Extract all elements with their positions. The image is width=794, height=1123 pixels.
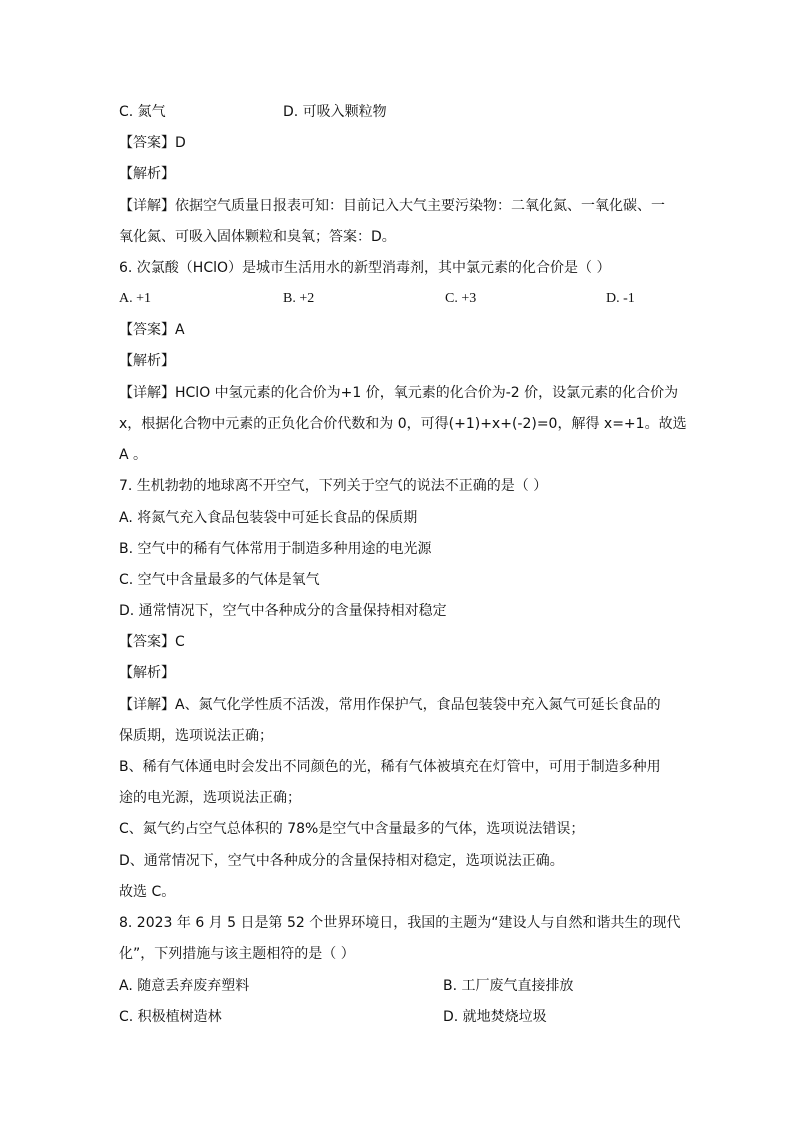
q7-detail-line-4: 途的电光源，选项说法正确； — [119, 790, 301, 806]
q8-stem-line-1: 8. 2023 年 6 月 5 日是第 52 个世界环境日，我国的主题为“建设人与自然和谐共生的现代 — [119, 915, 681, 931]
q7-analysis-label: 【解析】 — [119, 665, 175, 681]
q6-stem: 6. 次氯酸（HClO）是城市生活用水的新型消毒剂，其中氯元素的化合价是（ ） — [119, 260, 611, 276]
q8-stem-line-2: 化”，下列措施与该主题相符的是（ ） — [119, 946, 355, 962]
q8-option-d: D. 就地焚烧垃圾 — [443, 1009, 547, 1025]
q6-option-b: B. +2 — [283, 291, 315, 306]
q7-option-b: B. 空气中的稀有气体常用于制造多种用途的电光源 — [119, 541, 432, 557]
q7-option-d: D. 通常情况下，空气中各种成分的含量保持相对稳定 — [119, 603, 447, 619]
q6-option-c: C. +3 — [445, 291, 477, 306]
q8-option-c: C. 积极植树造林 — [119, 1009, 222, 1025]
q5-detail-line-1: 【详解】依据空气质量日报表可知：目前记入大气主要污染物：二氧化氮、一氧化碳、一 — [119, 198, 665, 214]
q7-detail-line-3: B、稀有气体通电时会发出不同颜色的光，稀有气体被填充在灯管中，可用于制造多种用 — [119, 759, 661, 775]
q7-detail-line-5: C、氮气约占空气总体积的 78%是空气中含量最多的气体，选项说法错误； — [119, 821, 585, 837]
q8-option-a: A. 随意丢弃废弃塑料 — [119, 978, 250, 994]
q7-option-a: A. 将氮气充入食品包装袋中可延长食品的保质期 — [119, 510, 418, 526]
q7-detail-line-2: 保质期，选项说法正确； — [119, 728, 273, 744]
q6-option-a: A. +1 — [119, 291, 152, 306]
q6-detail-line-3: A 。 — [119, 447, 148, 463]
q5-detail-line-2: 氧化氮、可吸入固体颗粒和臭氧；答案：D。 — [119, 229, 396, 245]
q7-detail-line-1: 【详解】A、氮气化学性质不活泼，常用作保护气，食品包装袋中充入氮气可延长食品的 — [119, 697, 661, 713]
q6-analysis-label: 【解析】 — [119, 353, 175, 369]
q6-detail-line-1: 【详解】HClO 中氢元素的化合价为+1 价，氧元素的化合价为-2 价，设氯元素的化合价为 — [119, 385, 679, 401]
q6-detail-line-2: x，根据化合物中元素的正负化合价代数和为 0，可得(+1)+x+(-2)=0，解得 x=+1。故选 — [119, 416, 687, 432]
q7-detail-line-7: 故选 C。 — [119, 884, 176, 900]
q5-answer: 【答案】D — [119, 135, 186, 151]
q7-option-c: C. 空气中含量最多的气体是氧气 — [119, 572, 320, 588]
q8-option-b: B. 工厂废气直接排放 — [443, 978, 574, 994]
q6-answer: 【答案】A — [119, 322, 185, 338]
q5-option-c: C. 氮气 — [119, 104, 166, 120]
q7-answer: 【答案】C — [119, 634, 185, 650]
q5-analysis-label: 【解析】 — [119, 166, 175, 182]
q7-stem: 7. 生机勃勃的地球离不开空气，下列关于空气的说法不正确的是（ ） — [119, 478, 548, 494]
q5-option-d: D. 可吸入颗粒物 — [283, 104, 387, 120]
q6-option-d: D. -1 — [606, 291, 635, 306]
q7-detail-line-6: D、通常情况下，空气中各种成分的含量保持相对稳定，选项说法正确。 — [119, 853, 564, 869]
